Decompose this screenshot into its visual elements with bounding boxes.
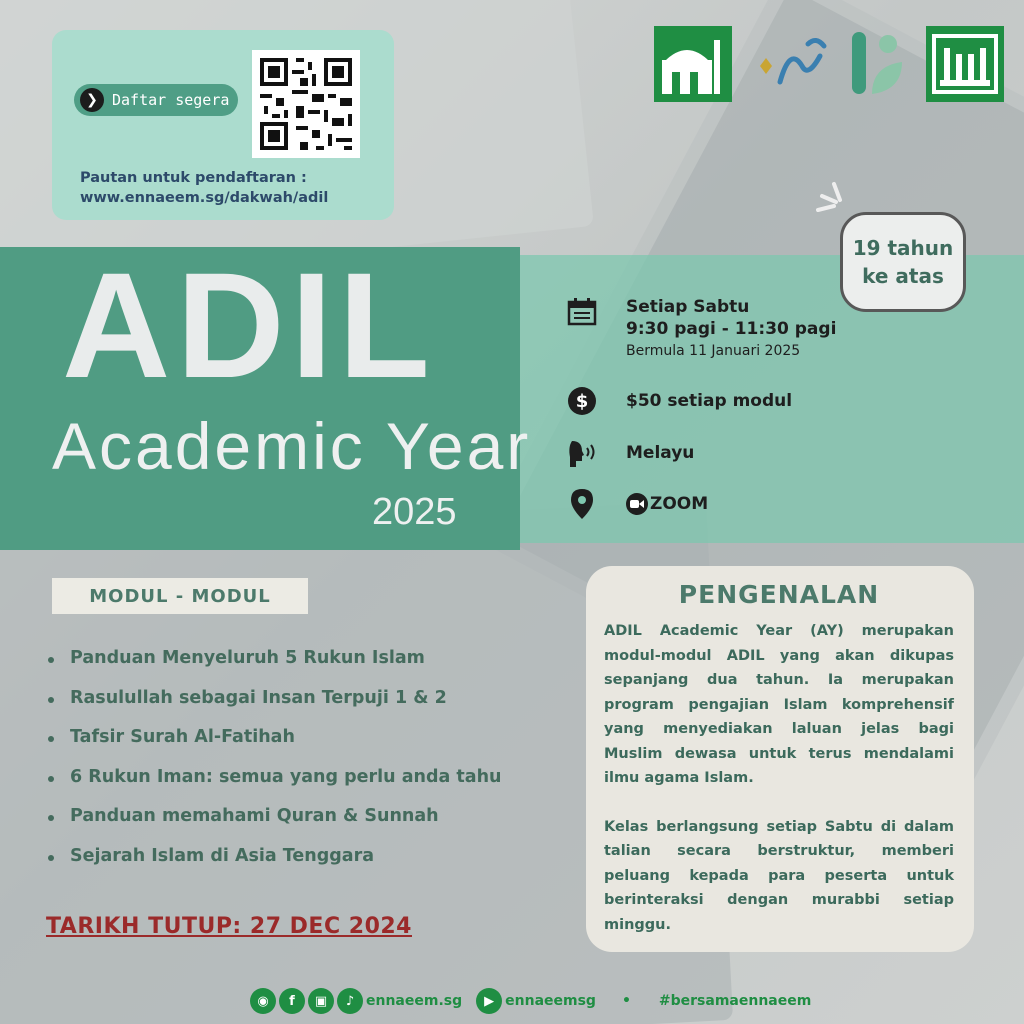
qr-code[interactable] [252,50,360,158]
zoom-icon [626,493,648,515]
masjid-logo [926,26,1004,102]
list-item [46,688,502,728]
schedule-time: 9:30 pagi - 11:30 pagi [626,319,837,339]
schedule-row [566,296,836,362]
list-item [46,648,502,688]
closing-date: TARIKH TUTUP: 27 DEC 2024 [46,914,412,939]
bullet-icon [48,657,54,663]
speaking-head-icon [566,437,598,469]
module-label: Rasulullah sebagai Insan Terpuji 1 & 2 [70,687,447,708]
module-label: Panduan Menyeluruh 5 Rukun Islam [70,648,425,668]
instagram-icon[interactable]: ▣ [308,988,334,1014]
mosque-logo [654,26,732,102]
module-label: Tafsir Surah Al-Fatihah [70,727,295,747]
calendar-icon [566,296,598,328]
venue-row [566,488,708,520]
intro-heading: PENGENALAN [678,580,880,609]
bullet-icon [48,736,54,742]
tiktok-icon[interactable]: ♪ [337,988,363,1014]
hashtag: #bersamaennaeem [658,993,812,1009]
language-row [566,437,694,469]
registration-link-text [80,168,328,208]
intro-paragraph-1: ADIL Academic Year (AY) merupakan modul-modul ADIL yang akan dikupas sepanjang dua tahun. Ia merupakan program pengajian Islam komprehensif yang menyediakan laluan jelas bagi Muslim dewasa untuk terus mendalami ilmu agama Islam. [604,623,954,786]
adil-logo [750,26,832,102]
modules-list [46,648,502,885]
module-label: Panduan memahami Quran & Sunnah [70,806,439,826]
fee-row [566,385,792,417]
venue-text: ZOOM [650,494,709,514]
list-item [46,846,502,886]
register-button[interactable] [74,84,238,116]
list-item [46,767,502,807]
module-label: 6 Rukun Iman: semua yang perlu anda tahu [70,766,502,787]
list-item [46,727,502,767]
youtube-handle[interactable]: ennaeemsg [505,993,596,1009]
age-badge-line2: ke atas [862,264,944,288]
bullet-icon [48,776,54,782]
module-label: Sejarah Islam di Asia Tenggara [70,845,375,866]
modules-heading: MODUL - MODUL [52,578,308,614]
leaf-logo [848,26,910,102]
registration-link-url[interactable]: www.ennaeem.sg/dakwah/adil [80,190,329,206]
age-badge [840,212,966,312]
chevron-right-icon: ❯ [80,88,104,112]
svg-text:$: $ [575,391,589,412]
facebook-icon[interactable]: f [279,988,305,1014]
fee-text: $50 setiap modul [626,391,793,411]
location-pin-icon [566,488,598,520]
age-badge-line1: 19 tahun [852,236,954,260]
registration-link-label: Pautan untuk pendaftaran : [80,170,307,186]
social-footer [250,986,811,1016]
bullet-icon [48,815,54,821]
separator-dot: • [621,993,631,1009]
bullet-icon [48,855,54,861]
schedule-day: Setiap Sabtu [626,297,750,317]
social-handle[interactable]: ennaeem.sg [366,993,463,1009]
dollar-icon [566,385,598,417]
language-text: Melayu [626,443,695,463]
page-subtitle: Academic Year [52,409,532,483]
page-title: ADIL [62,241,436,409]
intro-paragraph-2: Kelas berlangsung setiap Sabtu di dalam talian secara berstruktur, memberi peluang kepada para peserta untuk berinteraksi dengan murabbi setiap minggu. [604,818,954,933]
register-button-label: Daftar segera [112,91,230,109]
intro-card [586,566,974,952]
qr-code-image [252,50,360,158]
youtube-icon[interactable]: ▶ [476,988,502,1014]
sparkle-icon [812,180,852,220]
globe-icon[interactable]: ◉ [250,988,276,1014]
list-item [46,806,502,846]
schedule-start: Bermula 11 Januari 2025 [626,343,801,359]
bullet-icon [48,697,54,703]
title-year: 2025 [372,491,457,533]
